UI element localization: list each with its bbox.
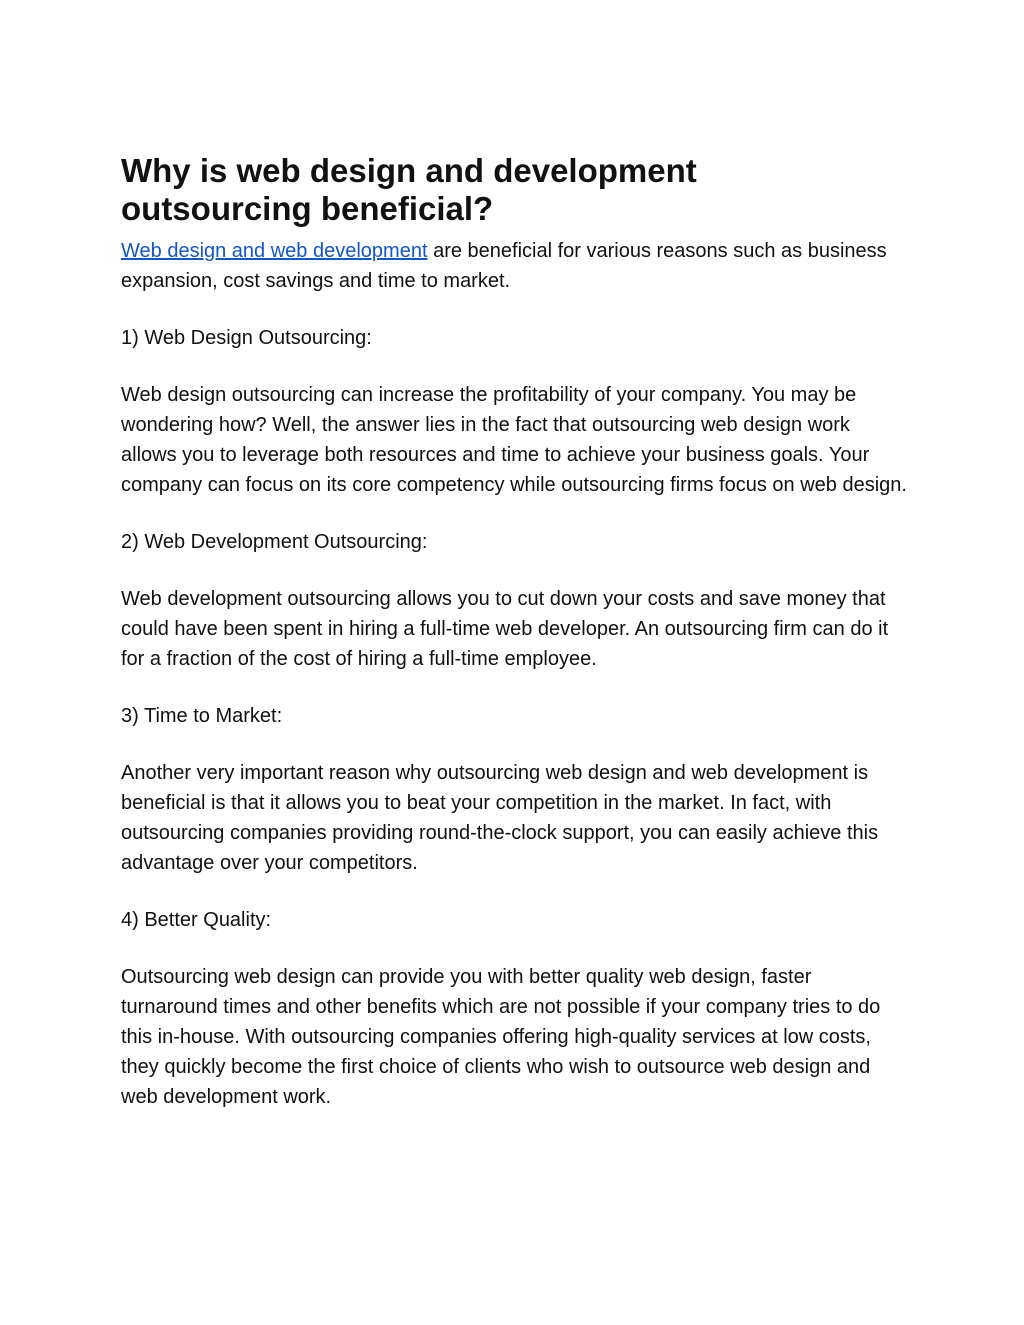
document-title: Why is web design and development outsourcing beneficial? [121,152,697,227]
section-body-better-quality: Outsourcing web design can provide you with better quality web design, faster turnaround times and other benefits which are not possible if your company tries to do this in-house. With outsourcing companies offering high-quality services at low costs, they quickly become the first choice of clients who wish to outsource web design and web development work. [121,966,881,1108]
intro-text: are beneficial for various reasons such as business expansion, cost savings and time to market. [121,240,887,292]
section-heading-better-quality: 4) Better Quality: [121,909,272,931]
document-page [121,152,911,1112]
section-heading-web-design: 1) Web Design Outsourcing: [121,327,372,349]
section-body-time-to-market: Another very important reason why outsourcing web design and web development is beneficial is that it allows you to beat your competition in the market. In fact, with outsourcing companies providing round-the-clock support, you can easily achieve this advantage over your competitors. [121,762,879,874]
section-body-web-development: Web development outsourcing allows you to cut down your costs and save money that could have been spent in hiring a full-time web developer. An outsourcing firm can do it for a fraction of the cost of hiring a full-time employee. [121,588,889,670]
section-heading-time-to-market: 3) Time to Market: [121,705,283,727]
intro-paragraph [121,236,911,296]
section-body-web-design: Web design outsourcing can increase the profitability of your company. You may be wondering how? Well, the answer lies in the fact that outsourcing web design work allows you to leverage both resources and time to achieve your business goals. Your company can focus on its core competency while outsourcing firms focus on web design. [121,384,907,496]
section-heading-web-development: 2) Web Development Outsourcing: [121,531,428,553]
web-design-development-link[interactable]: Web design and web development [121,240,428,262]
